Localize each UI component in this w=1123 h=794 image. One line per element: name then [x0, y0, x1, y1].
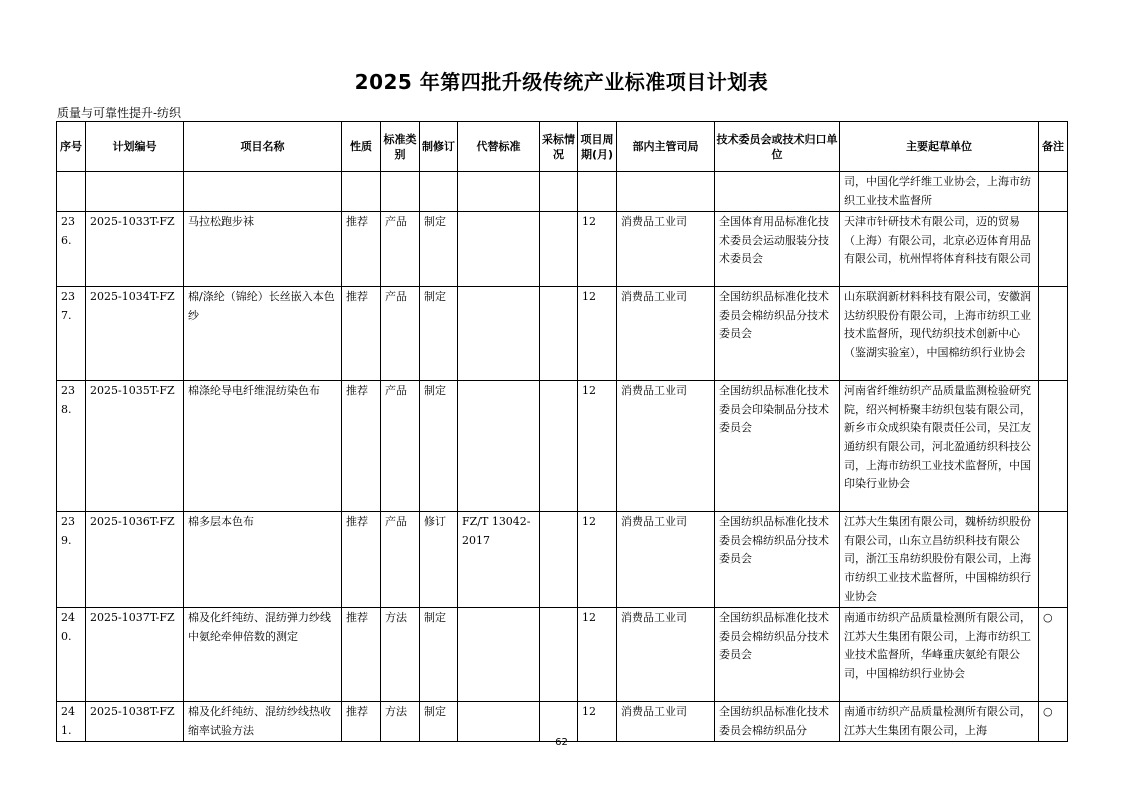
cell-replaces	[458, 172, 540, 212]
col-header-category: 标准类别	[381, 122, 420, 172]
cell-nature: 推荐	[342, 287, 381, 381]
col-header-code: 计划编号	[86, 122, 184, 172]
cell-replaces	[458, 608, 540, 702]
cell-revision: 制定	[420, 287, 458, 381]
cell-no: 240.	[57, 608, 86, 702]
cell-period: 12	[578, 287, 617, 381]
col-header-replaces: 代替标准	[458, 122, 540, 172]
cell-committee: 全国纺织品标准化技术委员会棉纺织品分技术委员会	[715, 512, 840, 608]
cell-period: 12	[578, 212, 617, 287]
col-header-dept: 部内主管司局	[617, 122, 715, 172]
cell-code	[86, 172, 184, 212]
cell-period: 12	[578, 608, 617, 702]
cell-revision: 制定	[420, 608, 458, 702]
table-row	[57, 287, 1068, 381]
cell-adoption	[540, 212, 578, 287]
cell-period: 12	[578, 702, 617, 742]
page-number: 62	[555, 737, 568, 748]
cell-remark	[1039, 212, 1068, 287]
cell-period	[578, 172, 617, 212]
cell-period: 12	[578, 512, 617, 608]
cell-committee: 全国纺织品标准化技术委员会棉纺织品分技术委员会	[715, 287, 840, 381]
cell-nature: 推荐	[342, 212, 381, 287]
cell-code: 2025-1036T-FZ	[86, 512, 184, 608]
cell-revision: 制定	[420, 702, 458, 742]
cell-name: 马拉松跑步袜	[184, 212, 342, 287]
page-title: 2025 年第四批升级传统产业标准项目计划表	[354, 70, 769, 94]
cell-drafters: 山东联润新材料科技有限公司，安徽润达纺织股份有限公司，上海市纺织工业技术监督所，现代纺织技术创新中心（鉴湖实验室），中国棉纺织行业协会	[840, 287, 1039, 381]
cell-drafters: 河南省纤维纺织产品质量监测检验研究院，绍兴柯桥聚丰纺织包装有限公司，新乡市众成织染有限责任公司，吴江友通纺织有限公司，河北盈通纺织科技公司，上海市纺织工业技术监督所，中国印染行业协会	[840, 381, 1039, 512]
cell-code: 2025-1034T-FZ	[86, 287, 184, 381]
cell-code: 2025-1037T-FZ	[86, 608, 184, 702]
cell-no	[57, 172, 86, 212]
cell-revision: 修订	[420, 512, 458, 608]
cell-adoption	[540, 512, 578, 608]
cell-drafters: 南通市纺织产品质量检测所有限公司，江苏大生集团有限公司，上海	[840, 702, 1039, 742]
cell-name: 棉多层本色布	[184, 512, 342, 608]
cell-category: 产品	[381, 287, 420, 381]
table-row	[57, 172, 1068, 212]
cell-nature	[342, 172, 381, 212]
cell-category: 产品	[381, 381, 420, 512]
cell-adoption	[540, 702, 578, 742]
cell-category: 产品	[381, 512, 420, 608]
cell-adoption	[540, 608, 578, 702]
cell-committee	[715, 172, 840, 212]
table-row	[57, 512, 1068, 608]
plan-table	[56, 121, 1068, 742]
cell-code: 2025-1038T-FZ	[86, 702, 184, 742]
table-row	[57, 212, 1068, 287]
cell-nature: 推荐	[342, 381, 381, 512]
cell-code: 2025-1033T-FZ	[86, 212, 184, 287]
cell-name: 棉及化纤纯纺、混纺弹力纱线中氨纶牵伸倍数的测定	[184, 608, 342, 702]
cell-nature: 推荐	[342, 608, 381, 702]
cell-category: 方法	[381, 608, 420, 702]
cell-revision	[420, 172, 458, 212]
cell-dept: 消费品工业司	[617, 702, 715, 742]
cell-drafters: 司，中国化学纤维工业协会，上海市纺织工业技术监督所	[840, 172, 1039, 212]
cell-adoption	[540, 381, 578, 512]
cell-replaces	[458, 212, 540, 287]
col-header-remark: 备注	[1039, 122, 1068, 172]
cell-replaces	[458, 702, 540, 742]
cell-drafters: 南通市纺织产品质量检测所有限公司，江苏大生集团有限公司，上海市纺织工业技术监督所，华峰重庆氨纶有限公司，中国棉纺织行业协会	[840, 608, 1039, 702]
col-header-nature: 性质	[342, 122, 381, 172]
cell-no: 241.	[57, 702, 86, 742]
col-header-no: 序号	[57, 122, 86, 172]
cell-dept: 消费品工业司	[617, 381, 715, 512]
col-header-revision: 制修订	[420, 122, 458, 172]
cell-name	[184, 172, 342, 212]
cell-committee: 全国体育用品标准化技术委员会运动服装分技术委员会	[715, 212, 840, 287]
cell-category: 方法	[381, 702, 420, 742]
col-header-period: 项目周期(月)	[578, 122, 617, 172]
cell-category: 产品	[381, 212, 420, 287]
cell-dept: 消费品工业司	[617, 512, 715, 608]
cell-category	[381, 172, 420, 212]
cell-committee: 全国纺织品标准化技术委员会棉纺织品分	[715, 702, 840, 742]
table-row	[57, 381, 1068, 512]
col-header-drafters: 主要起草单位	[840, 122, 1039, 172]
cell-dept: 消费品工业司	[617, 287, 715, 381]
cell-nature: 推荐	[342, 702, 381, 742]
cell-no: 238.	[57, 381, 86, 512]
cell-remark	[1039, 172, 1068, 212]
cell-adoption	[540, 287, 578, 381]
cell-remark: ○	[1039, 702, 1068, 742]
cell-committee: 全国纺织品标准化技术委员会棉纺织品分技术委员会	[715, 608, 840, 702]
cell-replaces: FZ/T 13042-2017	[458, 512, 540, 608]
cell-replaces	[458, 287, 540, 381]
cell-no: 237.	[57, 287, 86, 381]
col-header-name: 项目名称	[184, 122, 342, 172]
cell-dept: 消费品工业司	[617, 608, 715, 702]
cell-drafters: 江苏大生集团有限公司，魏桥纺织股份有限公司，山东立昌纺织科技有限公司，浙江玉帛纺织股份有限公司，上海市纺织工业技术监督所，中国棉纺织行业协会	[840, 512, 1039, 608]
cell-remark	[1039, 381, 1068, 512]
col-header-committee: 技术委员会或技术归口单位	[715, 122, 840, 172]
cell-committee: 全国纺织品标准化技术委员会印染制品分技术委员会	[715, 381, 840, 512]
cell-revision: 制定	[420, 381, 458, 512]
cell-period: 12	[578, 381, 617, 512]
header-row	[57, 122, 1068, 172]
cell-dept: 消费品工业司	[617, 212, 715, 287]
cell-name: 棉涤纶导电纤维混纺染色布	[184, 381, 342, 512]
cell-adoption	[540, 172, 578, 212]
cell-name: 棉及化纤纯纺、混纺纱线热收缩率试验方法	[184, 702, 342, 742]
cell-drafters: 天津市针研技术有限公司，迈的贸易（上海）有限公司，北京必迈体育用品有限公司，杭州悍将体育科技有限公司	[840, 212, 1039, 287]
section-label: 质量与可靠性提升-纺织	[57, 106, 182, 120]
cell-code: 2025-1035T-FZ	[86, 381, 184, 512]
table-row	[57, 608, 1068, 702]
cell-remark	[1039, 287, 1068, 381]
cell-replaces	[458, 381, 540, 512]
cell-dept	[617, 172, 715, 212]
cell-name: 棉/涤纶（锦纶）长丝嵌入本色纱	[184, 287, 342, 381]
col-header-adoption: 采标情况	[540, 122, 578, 172]
cell-no: 239.	[57, 512, 86, 608]
cell-nature: 推荐	[342, 512, 381, 608]
cell-remark: ○	[1039, 608, 1068, 702]
cell-remark	[1039, 512, 1068, 608]
cell-no: 236.	[57, 212, 86, 287]
table-row	[57, 702, 1068, 742]
cell-revision: 制定	[420, 212, 458, 287]
